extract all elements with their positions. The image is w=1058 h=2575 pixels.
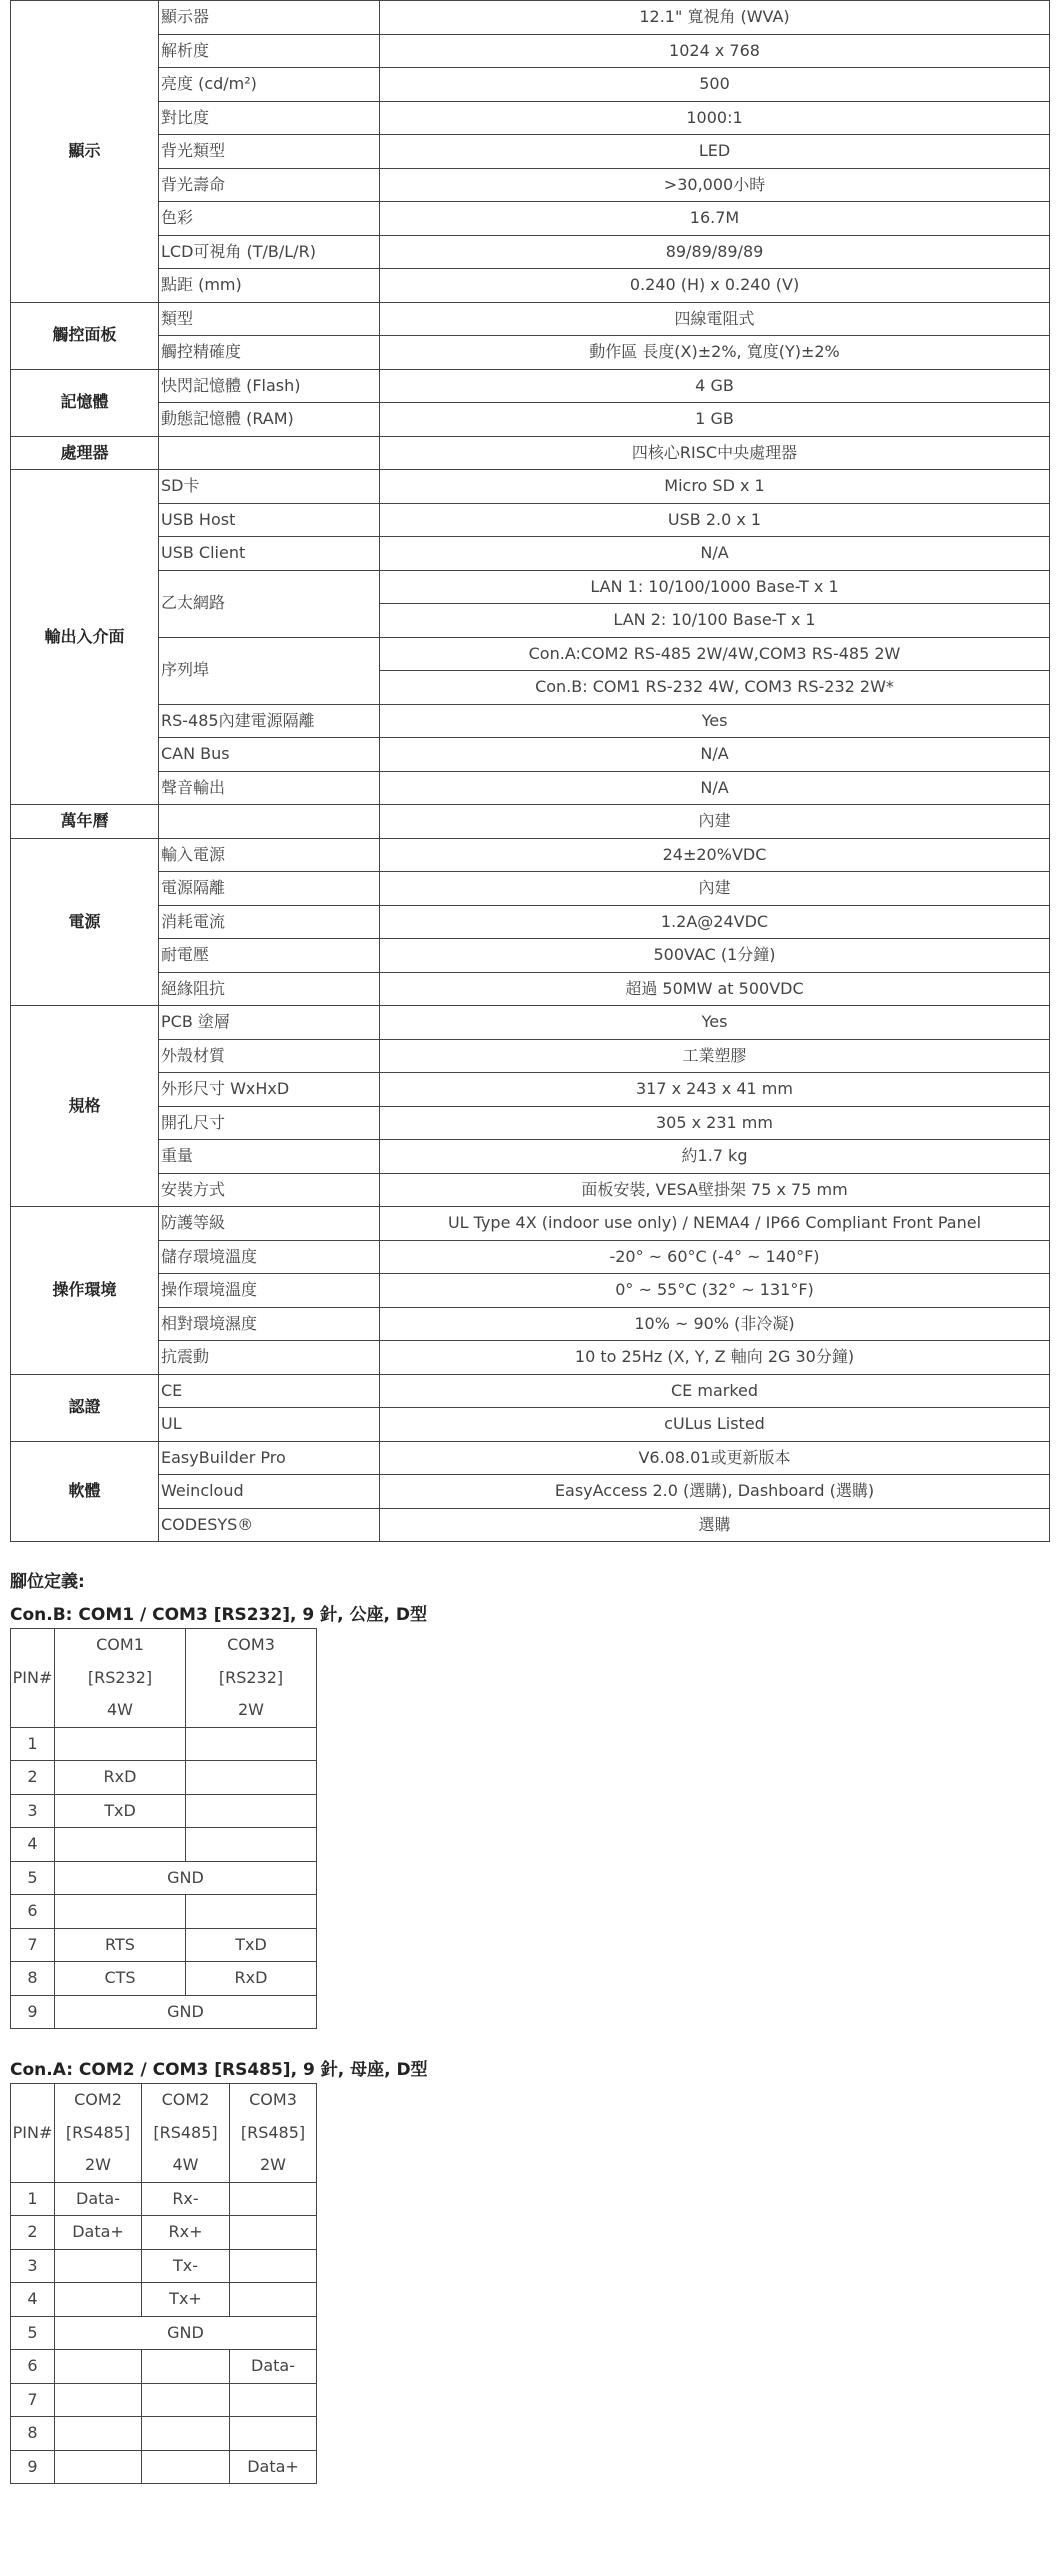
port-header-line: 2W xyxy=(260,2155,286,2174)
pin-row xyxy=(11,1727,317,1761)
pin-number: 2 xyxy=(11,2216,55,2250)
spec-value: 10 to 25Hz (X, Y, Z 軸向 2G 30分鐘) xyxy=(380,1341,1050,1375)
spec-row xyxy=(11,1207,1050,1241)
spec-row xyxy=(11,1374,1050,1408)
spec-row xyxy=(11,1475,1050,1509)
spec-category: 輸出入介面 xyxy=(11,470,159,805)
pin-number: 6 xyxy=(11,1895,55,1929)
spec-row xyxy=(11,872,1050,906)
spec-row xyxy=(11,369,1050,403)
pin-signal: Data+ xyxy=(55,2216,142,2250)
spec-row xyxy=(11,1073,1050,1107)
spec-row xyxy=(11,235,1050,269)
pin-signal xyxy=(55,2283,142,2317)
pin-signal: Tx+ xyxy=(142,2283,230,2317)
cona-title: Con.A: COM2 / COM3 [RS485], 9 針, 母座, D型 xyxy=(10,2060,428,2080)
pin-row xyxy=(11,1962,317,1996)
spec-value: 內建 xyxy=(380,805,1050,839)
pin-number: 9 xyxy=(11,2450,55,2484)
spec-row xyxy=(11,838,1050,872)
pin-signal: TxD xyxy=(186,1928,317,1962)
port-header xyxy=(142,2084,230,2183)
spec-row xyxy=(11,1106,1050,1140)
spec-value: 1.2A@24VDC xyxy=(380,905,1050,939)
port-header xyxy=(230,2084,317,2183)
spec-row xyxy=(11,302,1050,336)
spec-item-label: 相對環境濕度 xyxy=(159,1307,380,1341)
pin-number: 3 xyxy=(11,2249,55,2283)
pin-row xyxy=(11,2316,317,2350)
pin-signal xyxy=(230,2383,317,2417)
conb-pin-table xyxy=(10,1628,317,2029)
spec-item-label: 背光壽命 xyxy=(159,168,380,202)
spec-item-label: 對比度 xyxy=(159,101,380,135)
cona-pin-table xyxy=(10,2083,317,2484)
spec-row xyxy=(11,135,1050,169)
spec-item-label: UL xyxy=(159,1408,380,1442)
spec-value: 16.7M xyxy=(380,202,1050,236)
spec-item-label: 背光類型 xyxy=(159,135,380,169)
pin-number: 3 xyxy=(11,1794,55,1828)
port-header-line: COM3 xyxy=(227,1635,275,1654)
pin-signal xyxy=(230,2249,317,2283)
pin-number: 6 xyxy=(11,2350,55,2384)
port-header-line: COM3 xyxy=(249,2090,297,2109)
pin-signal: RxD xyxy=(55,1761,186,1795)
pin-signal xyxy=(55,2383,142,2417)
pin-signal: Rx+ xyxy=(142,2216,230,2250)
spec-item-label: 儲存環境溫度 xyxy=(159,1240,380,1274)
spec-value: 面板安裝, VESA壁掛架 75 x 75 mm xyxy=(380,1173,1050,1207)
pin-signal xyxy=(186,1794,317,1828)
spec-value: LAN 1: 10/100/1000 Base-T x 1 xyxy=(380,570,1050,604)
spec-row xyxy=(11,704,1050,738)
spec-item-label: EasyBuilder Pro xyxy=(159,1441,380,1475)
pin-signal xyxy=(186,1727,317,1761)
spec-value: EasyAccess 2.0 (選購), Dashboard (選購) xyxy=(380,1475,1050,1509)
spec-item-label: 電源隔離 xyxy=(159,872,380,906)
spec-value: 10% ~ 90% (非冷凝) xyxy=(380,1307,1050,1341)
spec-value: 0.240 (H) x 0.240 (V) xyxy=(380,269,1050,303)
pin-signal xyxy=(55,2417,142,2451)
cona-pin-body xyxy=(11,2084,317,2484)
spec-value: 0° ~ 55°C (32° ~ 131°F) xyxy=(380,1274,1050,1308)
spec-value: 工業塑膠 xyxy=(380,1039,1050,1073)
spec-value: 超過 50MW at 500VDC xyxy=(380,972,1050,1006)
spec-value: -20° ~ 60°C (-4° ~ 140°F) xyxy=(380,1240,1050,1274)
spec-value: 1000:1 xyxy=(380,101,1050,135)
spec-item-label: 序列埠 xyxy=(159,637,380,704)
pin-signal xyxy=(55,2350,142,2384)
spec-value: 305 x 231 mm xyxy=(380,1106,1050,1140)
pin-signal: TxD xyxy=(55,1794,186,1828)
spec-value: 500 xyxy=(380,68,1050,102)
spec-value: UL Type 4X (indoor use only) / NEMA4 / IP66 Compliant Front Panel xyxy=(380,1207,1050,1241)
spec-item-label: SD卡 xyxy=(159,470,380,504)
spec-value: N/A xyxy=(380,738,1050,772)
spec-item-label: 色彩 xyxy=(159,202,380,236)
spec-value: LAN 2: 10/100 Base-T x 1 xyxy=(380,604,1050,638)
pin-number: 7 xyxy=(11,2383,55,2417)
spec-item-label: 絕緣阻抗 xyxy=(159,972,380,1006)
pin-row xyxy=(11,2383,317,2417)
pin-row xyxy=(11,2182,317,2216)
pin-signal xyxy=(186,1761,317,1795)
spec-value: 1 GB xyxy=(380,403,1050,437)
spec-row xyxy=(11,1140,1050,1174)
spec-value: Con.A:COM2 RS-485 2W/4W,COM3 RS-485 2W xyxy=(380,637,1050,671)
port-header xyxy=(55,2084,142,2183)
pin-row xyxy=(11,2283,317,2317)
pin-number: 1 xyxy=(11,1727,55,1761)
pin-signal xyxy=(186,1828,317,1862)
spec-row xyxy=(11,503,1050,537)
spec-body xyxy=(11,1,1050,1542)
spec-category: 規格 xyxy=(11,1006,159,1207)
spec-value: N/A xyxy=(380,771,1050,805)
port-header-line: [RS485] xyxy=(240,2122,306,2142)
port-header-line: [RS485] xyxy=(153,2122,218,2142)
pin-number: 2 xyxy=(11,1761,55,1795)
spec-value: CE marked xyxy=(380,1374,1050,1408)
spec-value: V6.08.01或更新版本 xyxy=(380,1441,1050,1475)
pin-number: 9 xyxy=(11,1995,55,2029)
spec-value: 24±20%VDC xyxy=(380,838,1050,872)
pin-number: 8 xyxy=(11,1962,55,1996)
port-header-line: 4W xyxy=(107,1700,133,1719)
pin-number: 4 xyxy=(11,2283,55,2317)
pin-row xyxy=(11,1794,317,1828)
pin-signal-merged: GND xyxy=(55,1861,317,1895)
spec-category: 認證 xyxy=(11,1374,159,1441)
spec-item-label: 聲音輸出 xyxy=(159,771,380,805)
spec-item-label: USB Host xyxy=(159,503,380,537)
pin-row xyxy=(11,1995,317,2029)
port-header-line: [RS232] xyxy=(87,1667,153,1687)
spec-category: 萬年曆 xyxy=(11,805,159,839)
spec-row xyxy=(11,1,1050,35)
spec-category: 操作環境 xyxy=(11,1207,159,1375)
spec-row xyxy=(11,101,1050,135)
spec-item-label: 觸控精確度 xyxy=(159,336,380,370)
port-header xyxy=(55,1629,186,1728)
spec-item-label: 亮度 (cd/m²) xyxy=(159,68,380,102)
pin-signal xyxy=(142,2350,230,2384)
spec-category: 軟體 xyxy=(11,1441,159,1542)
pin-number: 5 xyxy=(11,1861,55,1895)
spec-item-label: 耐電壓 xyxy=(159,939,380,973)
spec-value: 4 GB xyxy=(380,369,1050,403)
spec-row xyxy=(11,269,1050,303)
spec-item-label: 開孔尺寸 xyxy=(159,1106,380,1140)
conb-title: Con.B: COM1 / COM3 [RS232], 9 針, 公座, D型 xyxy=(10,1605,428,1625)
spec-row xyxy=(11,34,1050,68)
port-header-line: COM2 xyxy=(161,2090,210,2109)
pin-number: 8 xyxy=(11,2417,55,2451)
pin-signal xyxy=(230,2417,317,2451)
port-header-line: COM1 xyxy=(96,1635,144,1654)
spec-category: 記憶體 xyxy=(11,369,159,436)
pin-row xyxy=(11,1761,317,1795)
pin-signal: Data- xyxy=(230,2350,317,2384)
pin-signal xyxy=(142,2417,230,2451)
pin-signal: Data- xyxy=(55,2182,142,2216)
pin-number: 4 xyxy=(11,1828,55,1862)
spec-row xyxy=(11,570,1050,604)
pin-signal: RxD xyxy=(186,1962,317,1996)
spec-row xyxy=(11,1039,1050,1073)
spec-row xyxy=(11,168,1050,202)
pin-signal xyxy=(55,2450,142,2484)
pin-signal xyxy=(142,2450,230,2484)
spec-item-label: 快閃記憶體 (Flash) xyxy=(159,369,380,403)
spec-value: Yes xyxy=(380,1006,1050,1040)
conb-pin-body xyxy=(11,1629,317,2029)
pin-row xyxy=(11,2450,317,2484)
spec-value: >30,000小時 xyxy=(380,168,1050,202)
pin-row xyxy=(11,1928,317,1962)
spec-row xyxy=(11,336,1050,370)
spec-value: 選購 xyxy=(380,1508,1050,1542)
pin-signal: RTS xyxy=(55,1928,186,1962)
spec-row xyxy=(11,1508,1050,1542)
spec-item-label: 動態記憶體 (RAM) xyxy=(159,403,380,437)
pin-row xyxy=(11,1895,317,1929)
spec-value: 內建 xyxy=(380,872,1050,906)
spec-category: 顯示 xyxy=(11,1,159,303)
spec-item-label xyxy=(159,805,380,839)
spec-item-label: 外形尺寸 WxHxD xyxy=(159,1073,380,1107)
pin-number-header: PIN# xyxy=(11,1629,55,1728)
spec-item-label: Weincloud xyxy=(159,1475,380,1509)
pin-signal xyxy=(230,2216,317,2250)
pin-header-row xyxy=(11,1629,317,1728)
spec-category: 處理器 xyxy=(11,436,159,470)
spec-value: USB 2.0 x 1 xyxy=(380,503,1050,537)
spec-value: 四線電阻式 xyxy=(380,302,1050,336)
pin-signal xyxy=(55,1895,186,1929)
spec-value: 1024 x 768 xyxy=(380,34,1050,68)
spec-row xyxy=(11,202,1050,236)
port-header-line: [RS485] xyxy=(65,2122,131,2142)
spec-value: 89/89/89/89 xyxy=(380,235,1050,269)
spec-item-label: 防護等級 xyxy=(159,1207,380,1241)
spec-item-label: 抗震動 xyxy=(159,1341,380,1375)
spec-item-label: 重量 xyxy=(159,1140,380,1174)
spec-item-label: CODESYS® xyxy=(159,1508,380,1542)
pin-row xyxy=(11,2216,317,2250)
spec-category: 觸控面板 xyxy=(11,302,159,369)
pin-signal xyxy=(142,2383,230,2417)
spec-category: 電源 xyxy=(11,838,159,1006)
spec-value: cULus Listed xyxy=(380,1408,1050,1442)
spec-value: 500VAC (1分鐘) xyxy=(380,939,1050,973)
pin-number-header: PIN# xyxy=(11,2084,55,2183)
spec-row xyxy=(11,470,1050,504)
pin-row xyxy=(11,2417,317,2451)
spec-value: 動作區 長度(X)±2%, 寬度(Y)±2% xyxy=(380,336,1050,370)
spec-row xyxy=(11,1006,1050,1040)
spec-item-label: 乙太網路 xyxy=(159,570,380,637)
spec-item-label: PCB 塗層 xyxy=(159,1006,380,1040)
spec-item-label: 解析度 xyxy=(159,34,380,68)
spec-item-label: 操作環境溫度 xyxy=(159,1274,380,1308)
spec-row xyxy=(11,905,1050,939)
spec-item-label: USB Client xyxy=(159,537,380,571)
spec-value: 12.1" 寬視角 (WVA) xyxy=(380,1,1050,35)
pin-row xyxy=(11,1828,317,1862)
pin-number: 1 xyxy=(11,2182,55,2216)
spec-value: 約1.7 kg xyxy=(380,1140,1050,1174)
spec-row xyxy=(11,738,1050,772)
spec-row xyxy=(11,1441,1050,1475)
spec-item-label: CE xyxy=(159,1374,380,1408)
spec-table xyxy=(10,0,1050,1542)
spec-item-label: 消耗電流 xyxy=(159,905,380,939)
spec-row xyxy=(11,1240,1050,1274)
spec-value: Con.B: COM1 RS-232 4W, COM3 RS-232 2W* xyxy=(380,671,1050,705)
pin-signal: Tx- xyxy=(142,2249,230,2283)
port-header-line: [RS232] xyxy=(218,1667,284,1687)
pin-signal: CTS xyxy=(55,1962,186,1996)
pin-header-row xyxy=(11,2084,317,2183)
spec-item-label: 安裝方式 xyxy=(159,1173,380,1207)
spec-row xyxy=(11,537,1050,571)
spec-row xyxy=(11,1341,1050,1375)
port-header-line: COM2 xyxy=(74,2090,122,2109)
spec-row xyxy=(11,1173,1050,1207)
pin-signal-merged: GND xyxy=(55,1995,317,2029)
spec-item-label: CAN Bus xyxy=(159,738,380,772)
port-header-line: 4W xyxy=(172,2155,199,2174)
spec-row xyxy=(11,403,1050,437)
spec-row xyxy=(11,436,1050,470)
spec-row xyxy=(11,68,1050,102)
spec-value: Yes xyxy=(380,704,1050,738)
spec-value: Micro SD x 1 xyxy=(380,470,1050,504)
pin-signal: Rx- xyxy=(142,2182,230,2216)
pin-signal xyxy=(55,1828,186,1862)
pin-number: 5 xyxy=(11,2316,55,2350)
port-header-line: 2W xyxy=(238,1700,264,1719)
pin-signal xyxy=(55,1727,186,1761)
port-header xyxy=(186,1629,317,1728)
spec-value: 四核心RISC中央處理器 xyxy=(380,436,1050,470)
spec-item-label: 點距 (mm) xyxy=(159,269,380,303)
spec-row xyxy=(11,972,1050,1006)
spec-row xyxy=(11,939,1050,973)
spec-row xyxy=(11,1408,1050,1442)
port-header-line: 2W xyxy=(85,2155,111,2174)
spec-item-label xyxy=(159,436,380,470)
spec-value: N/A xyxy=(380,537,1050,571)
spec-item-label: RS-485內建電源隔離 xyxy=(159,704,380,738)
pin-signal: Data+ xyxy=(230,2450,317,2484)
spec-row xyxy=(11,637,1050,671)
pin-definition-heading: 腳位定義: xyxy=(10,1572,85,1592)
spec-item-label: 顯示器 xyxy=(159,1,380,35)
pin-signal xyxy=(230,2283,317,2317)
spec-item-label: LCD可視角 (T/B/L/R) xyxy=(159,235,380,269)
spec-item-label: 外殼材質 xyxy=(159,1039,380,1073)
spec-item-label: 輸入電源 xyxy=(159,838,380,872)
spec-row xyxy=(11,1307,1050,1341)
spec-value: LED xyxy=(380,135,1050,169)
pin-signal xyxy=(186,1895,317,1929)
pin-row xyxy=(11,2350,317,2384)
pin-signal xyxy=(230,2182,317,2216)
spec-value: 317 x 243 x 41 mm xyxy=(380,1073,1050,1107)
spec-item-label: 類型 xyxy=(159,302,380,336)
pin-row xyxy=(11,1861,317,1895)
pin-signal-merged: GND xyxy=(55,2316,317,2350)
pin-signal xyxy=(55,2249,142,2283)
pin-number: 7 xyxy=(11,1928,55,1962)
spec-row xyxy=(11,805,1050,839)
pin-row xyxy=(11,2249,317,2283)
spec-row xyxy=(11,1274,1050,1308)
spec-row xyxy=(11,771,1050,805)
